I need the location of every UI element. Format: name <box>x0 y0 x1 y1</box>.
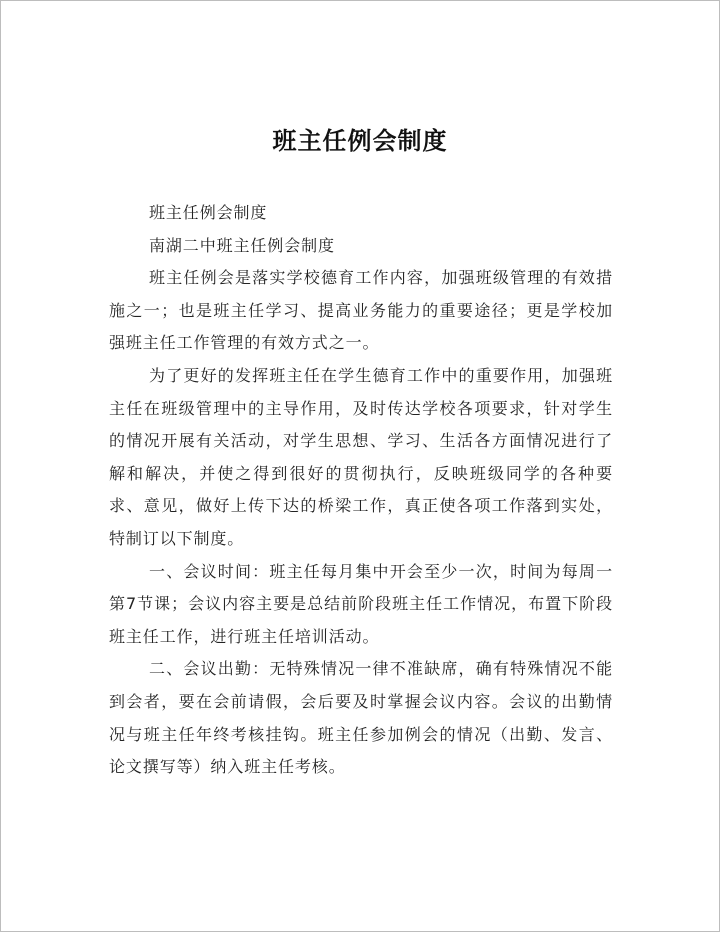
paragraph-attendance: 二、会议出勤：无特殊情况一律不准缺席，确有特殊情况不能到会者，要在会前请假，会后要及时掌握会议内容。会议的出勤情况与班主任年终考核挂钩。班主任参加例会的情况（出勤、发言、论文撰写等）纳入班主任考核。 <box>109 659 613 777</box>
paragraph-subheading: 南湖二中班主任例会制度 <box>149 235 335 255</box>
paragraph-purpose: 为了更好的发挥班主任在学生德育工作中的重要作用，加强班主任在班级管理中的主导作用，及时传达学校各项要求，针对学生的情况开展有关活动，对学生思想、学习、生活各方面情况进行了解和解决，并使之得到很好的贯彻执行，反映班级同学的各种要求、意见，做好上传下达的桥梁工作，真正使各项工作落到实处，特制订以下制度。 <box>109 365 613 548</box>
paragraph-intro: 班主任例会是落实学校德育工作内容，加强班级管理的有效措施之一；也是班主任学习、提高业务能力的重要途径；更是学校加强班主任工作管理的有效方式之一。 <box>109 268 613 353</box>
paragraph-heading: 班主任例会制度 <box>149 203 268 222</box>
paragraph-meeting-time: 一、会议时间：班主任每月集中开会至少一次，时间为每周一第7节课；会议内容主要是总结前阶段班主任工作情况，布置下阶段班主任工作，进行班主任培训活动。 <box>109 561 613 646</box>
document-body <box>109 197 613 784</box>
document-title: 班主任例会制度 <box>272 127 448 155</box>
